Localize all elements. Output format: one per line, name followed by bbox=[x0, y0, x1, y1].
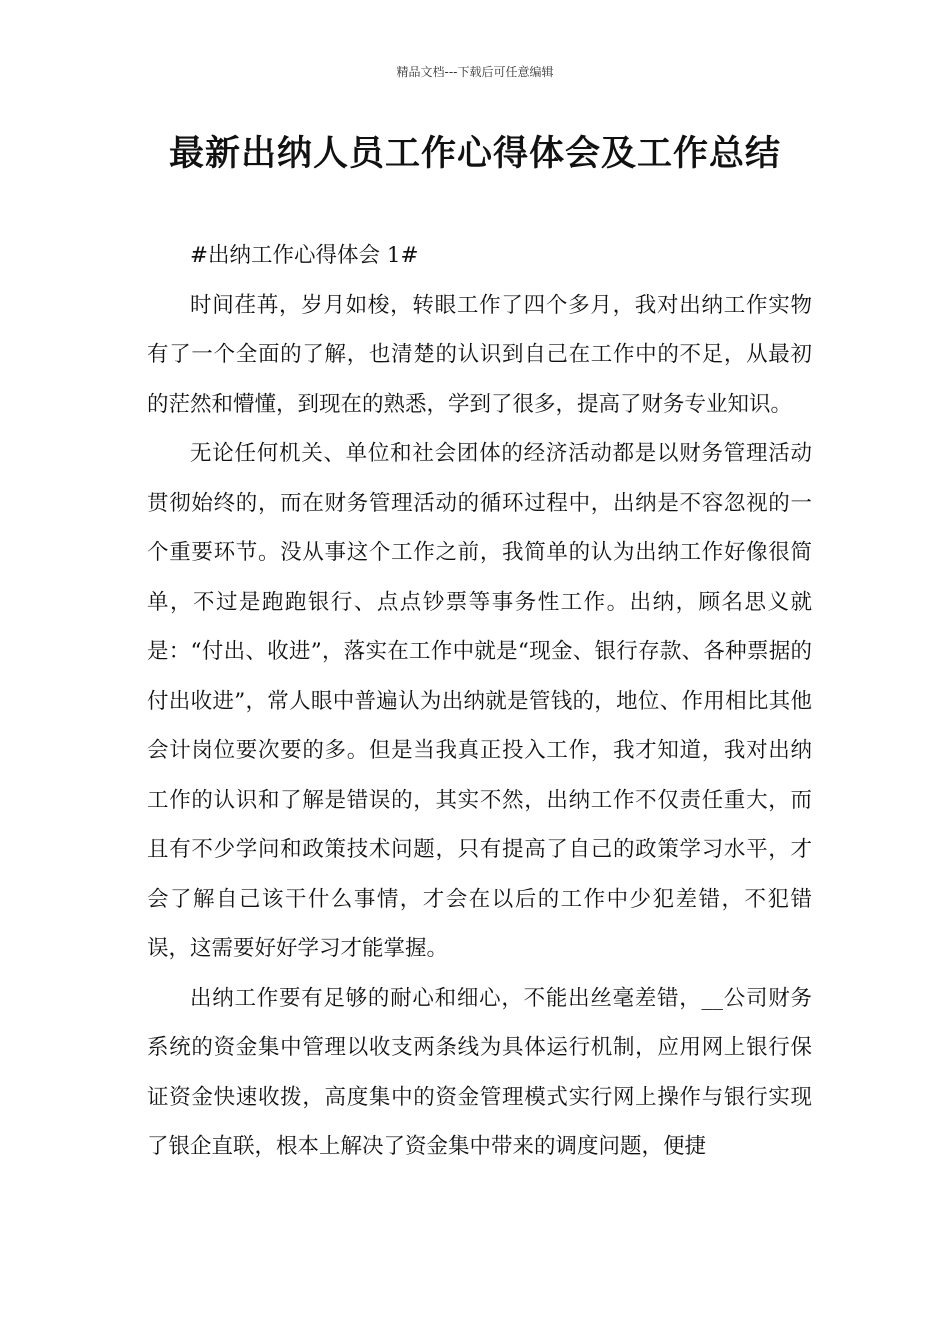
document-title: 最新出纳人员工作心得体会及工作总结 bbox=[168, 134, 781, 174]
paragraph: 出纳工作要有足够的耐心和细心，不能出丝毫差错，__公司财务系统的资金集中管理以收支两条线为具体运行机制，应用网上银行保证资金快速收拨，高度集中的资金管理模式实行网上操作与银行实现了银企直联，根本上解决了资金集中带来的调度问题，便捷 bbox=[147, 985, 812, 1159]
paragraph: 无论任何机关、单位和社会团体的经济活动都是以财务管理活动贯彻始终的，而在财务管理活动的循环过程中，出纳是不容忽视的一个重要环节。没从事这个工作之前，我简单的认为出纳工作好像很简单，不过是跑跑银行、点点钞票等事务性工作。出纳，顾名思义就是：“付出、收进”，落实在工作中就是“现金、银行存款、各种票据的付出收进”，常人眼中普遍认为出纳就是管钱的，地位、作用相比其他会计岗位要次要的多。但是当我真正投入工作，我才知道，我对出纳工作的认识和了解是错误的，其实不然，出纳工作不仅责任重大，而且有不少学问和政策技术问题，只有提高了自己的政策学习水平，才会了解自己该干什么事情，才会在以后的工作中少犯差错，不犯错误，这需要好好学习才能掌握。 bbox=[147, 441, 812, 961]
document-body bbox=[147, 231, 812, 1172]
paragraph: 时间荏苒，岁月如梭，转眼工作了四个多月，我对出纳工作实物有了一个全面的了解，也清楚的认识到自己在工作中的不足，从最初的茫然和懵懂，到现在的熟悉，学到了很多，提高了财务专业知识。 bbox=[147, 292, 812, 417]
section-heading: #出纳工作心得体会 1# bbox=[190, 243, 419, 268]
page-header: 精品文档---下载后可任意编辑 bbox=[396, 65, 554, 79]
